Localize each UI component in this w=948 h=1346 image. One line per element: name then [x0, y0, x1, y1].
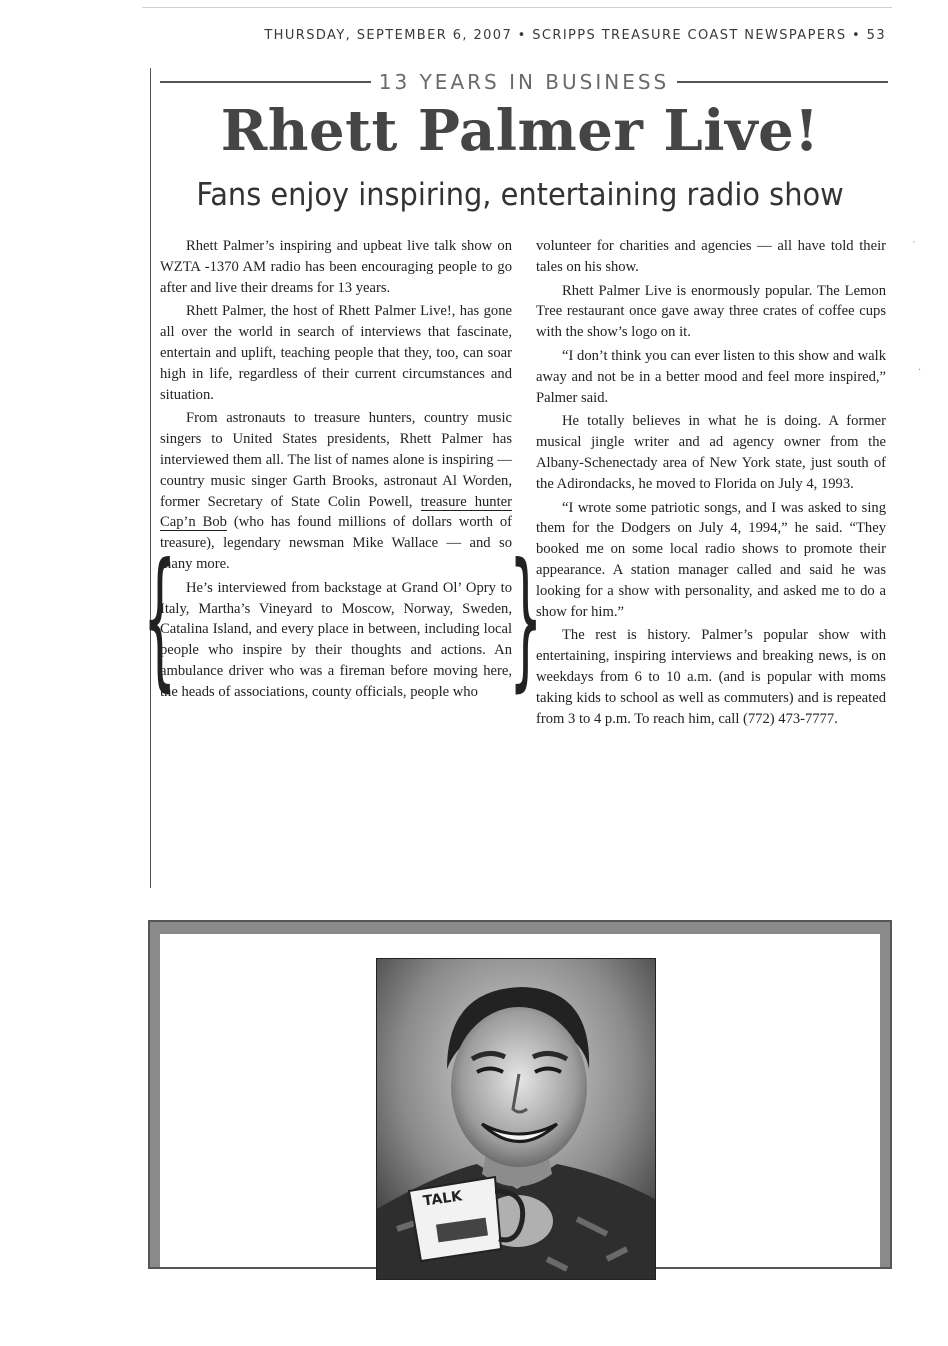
dateline: THURSDAY, SEPTEMBER 6, 2007 • SCRIPPS TREASURE COAST NEWSPAPERS • 53	[264, 28, 886, 43]
paragraph-text: (who has found millions of dollars worth of treasure), legendary newsman Mike Wallace — and so many more.	[160, 514, 512, 572]
paragraph-text: From astronauts to treasure hunters, country music singers to United States presidents, Rhett Palmer has interviewed them all. The list of names alone is inspiring — country music singer Garth Brooks, astronaut Al Worden, former Secretary of State Colin Powell,	[160, 410, 512, 510]
paragraph: Rhett Palmer, the host of Rhett Palmer Live!, has gone all over the world in search of interviews that fascinate, entertain and uplift, teaching people that they, too, can soar high in life, regardless of their current circumstances and situation.	[160, 303, 512, 403]
article-column-right	[536, 236, 886, 732]
paragraph: Rhett Palmer Live is enormously popular. The Lemon Tree restaurant once gave away three crates of coffee cups with the show’s logo on it.	[536, 282, 886, 341]
paragraph: “I wrote some patriotic songs, and I was asked to sing them for the Dodgers on July 4, 1994,” he said. “They booked me on some local radio shows to promote their appearance. A station manager called and said he was looking for a show with personality, and asked me to do a show for him.”	[536, 499, 886, 620]
mug-logo-text: TALK	[422, 1188, 464, 1210]
portrait-illustration	[377, 959, 655, 1279]
paragraph: He’s interviewed from backstage at Grand Ol’ Opry to Italy, Martha’s Vineyard to Moscow, Norway, Sweden, Catalina Island, and every place in between, including local people who inspire by their thoughts and actions. An ambulance driver who was a fireman before moving here, the heads of associations, county officials, people who	[160, 579, 512, 700]
left-column-rule	[150, 68, 151, 888]
paragraph: “I don’t think you can ever listen to this show and walk away and not be in a better mood and feel more inspired,” Palmer said.	[536, 347, 886, 406]
subheadline: Fans enjoy inspiring, entertaining radio show	[196, 177, 844, 213]
underlined-handwritten-mark: treasure hunter Cap’n Bob	[160, 493, 512, 531]
scan-speck: ′	[913, 240, 916, 251]
top-border-rule	[142, 7, 892, 8]
article-column-left	[160, 236, 512, 706]
kicker-left-rule	[160, 81, 371, 83]
paragraph: The rest is history. Palmer’s popular show with entertaining, inspiring interviews and breaking news, is on weekdays from 6 to 10 a.m. (and is popular with moms taking kids to school as well as commuters) and is repeated from 3 to 4 p.m. To reach him, call (772) 473-7777.	[536, 627, 886, 727]
paragraph: He totally believes in what he is doing. A former musical jingle writer and ad agency owner from the Albany-Schenectady area of New York state, just south of the Adirondacks, he moved to Florida on July 4, 1993.	[536, 413, 886, 492]
paragraph	[160, 408, 512, 574]
headline: Rhett Palmer Live!	[220, 98, 820, 164]
paragraph: Rhett Palmer’s inspiring and upbeat live talk show on WZTA -1370 AM radio has been encouraging people to go after and live their dreams for 13 years.	[160, 238, 512, 296]
handwritten-right-brace: }	[509, 532, 543, 706]
kicker-right-rule	[677, 81, 888, 83]
kicker-text: 13 YEARS IN BUSINESS	[378, 70, 670, 94]
handwritten-left-brace: {	[143, 532, 177, 706]
host-portrait-photo	[376, 958, 656, 1280]
kicker-banner	[160, 70, 888, 94]
scan-speck: ·	[918, 365, 922, 376]
paragraph: volunteer for charities and agencies — all have told their tales on his show.	[536, 238, 886, 275]
